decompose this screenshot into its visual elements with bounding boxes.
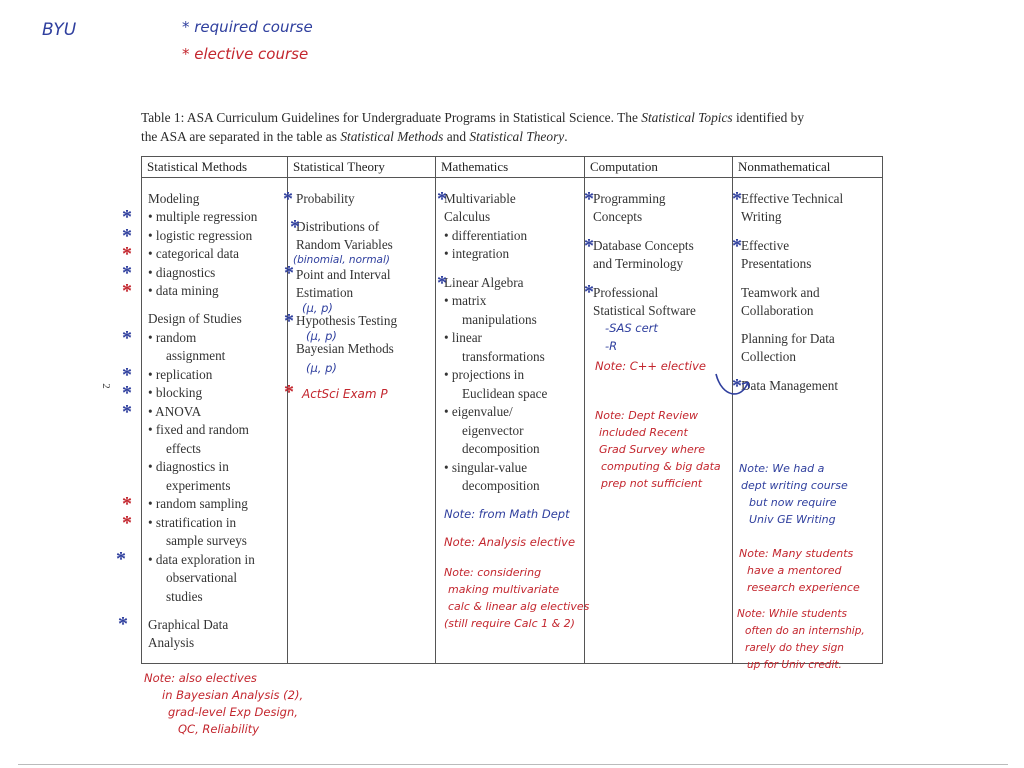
star-required-professional: * [584, 281, 594, 303]
nonmath-collaboration: Collaboration [741, 303, 814, 318]
nonmath-note-writing-4: Univ GE Writing [749, 513, 836, 526]
nonmath-note-intern-3: rarely do they sign [745, 642, 844, 654]
methods-cell [142, 178, 288, 664]
comp-concepts: Concepts [593, 209, 643, 224]
header-statistical-methods: Statistical Methods [142, 157, 288, 178]
math-projections: • projections in [444, 367, 525, 382]
star-required-data-mgmt: * [732, 375, 742, 397]
star-required-hypothesis: * [284, 310, 294, 332]
math-calculus: Calculus [444, 209, 491, 224]
nonmath-effective: Effective [741, 238, 790, 253]
computation-cell [585, 178, 733, 664]
math-manipulations: manipulations [462, 312, 537, 327]
nonmath-teamwork: Teamwork and [741, 285, 820, 300]
page-number: 2 [99, 383, 112, 389]
methods-random: • random [148, 330, 197, 345]
math-note-analysis: Note: Analysis elective [444, 535, 576, 549]
methods-anova: • ANOVA [148, 404, 202, 419]
star-required-random-assignment: * [122, 327, 132, 349]
math-linear: • linear [444, 330, 482, 345]
theory-cell [288, 178, 436, 664]
comp-note-review-5: prep not sufficient [601, 477, 703, 490]
nonmath-note-intern-1: Note: While students [737, 608, 848, 620]
methods-design-of-studies: Design of Studies [148, 311, 242, 326]
math-decomposition-2: decomposition [462, 478, 540, 493]
star-required-replication: * [122, 364, 132, 386]
methods-blocking: • blocking [148, 385, 203, 400]
comp-terminology: and Terminology [593, 256, 684, 271]
methods-sample-surveys: sample surveys [166, 533, 247, 548]
methods-categorical-data: • categorical data [148, 246, 240, 261]
legend-required: * required course [182, 18, 313, 36]
school-label: BYU [42, 20, 77, 40]
theory-mu-p-3: (μ, p) [306, 361, 337, 375]
star-required-blocking: * [122, 382, 132, 404]
methods-replication: • replication [148, 367, 213, 382]
nonmath-note-writing-1: Note: We had a [739, 462, 825, 475]
methods-graphical: Graphical Data [148, 617, 229, 632]
comp-sas: -SAS cert [605, 321, 658, 335]
nonmath-collection: Collection [741, 349, 796, 364]
comp-r: -R [605, 339, 618, 353]
nonmath-note-intern-4: up for Univ credit. [747, 659, 842, 671]
methods-multiple-regression: • multiple regression [148, 209, 258, 224]
star-required-data-exploration: * [116, 548, 126, 570]
methods-experiments: experiments [166, 478, 231, 493]
nonmath-presentations: Presentations [741, 256, 812, 271]
curriculum-table [141, 156, 883, 671]
methods-diagnostics-in: • diagnostics in [148, 459, 229, 474]
star-required-logistic-regression: * [122, 225, 132, 247]
star-required-graphical: * [118, 613, 128, 635]
star-elective-actsci: * [284, 381, 294, 403]
methods-observational: observational [166, 570, 238, 585]
star-required-linear-algebra: * [437, 272, 447, 294]
star-required-probability: * [283, 188, 293, 210]
comp-note-review-2: included Recent [599, 426, 688, 439]
math-differentiation: • differentiation [444, 228, 528, 243]
comp-database: Database Concepts [593, 238, 694, 253]
theory-mu-p-2: (μ, p) [306, 329, 337, 343]
star-elective-categorical-data: * [122, 243, 132, 265]
math-euclidean: Euclidean space [462, 386, 548, 401]
star-required-anova: * [122, 401, 132, 423]
star-elective-data-mining: * [122, 280, 132, 302]
comp-note-review-1: Note: Dept Review [595, 409, 699, 422]
theory-bayesian: Bayesian Methods [296, 341, 394, 356]
methods-diagnostics: • diagnostics [148, 265, 216, 280]
bottom-note-2: in Bayesian Analysis (2), [162, 688, 304, 702]
math-linear-algebra: Linear Algebra [444, 275, 524, 290]
comp-professional: Professional [593, 285, 659, 300]
star-required-point-interval: * [284, 262, 294, 284]
comp-note-cpp: Note: C++ elective [595, 359, 706, 373]
nonmath-writing: Writing [741, 209, 782, 224]
star-required-multivariable: * [437, 188, 447, 210]
math-cell [436, 178, 590, 664]
theory-mu-p-1: (μ, p) [302, 301, 333, 315]
comp-note-review-3: Grad Survey where [599, 443, 706, 456]
math-transformations: transformations [462, 349, 545, 364]
methods-random-sampling: • random sampling [148, 496, 248, 511]
math-integration: • integration [444, 246, 510, 261]
star-elective-stratification: * [122, 512, 132, 534]
theory-distributions: Distributions of [296, 219, 380, 234]
theory-point-interval: Point and Interval [296, 267, 391, 282]
math-note-consider-2: making multivariate [448, 583, 560, 596]
bottom-note-1: Note: also electives [144, 671, 257, 685]
star-required-effective-presentations: * [732, 235, 742, 257]
nonmath-note-mentored-3: research experience [747, 581, 860, 594]
comp-note-review-4: computing & big data [601, 460, 721, 473]
math-note-consider-3: calc & linear alg electives [448, 600, 590, 613]
table-caption: Table 1: ASA Curriculum Guidelines for Undergraduate Programs in Statistical Science. The Statistical Topics identified by the ASA are separated in the table as Statistical Methods and Statistical Theory. [141, 110, 805, 144]
theory-actsci: ActSci Exam P [302, 387, 388, 401]
nonmath-note-intern-2: often do an internship, [745, 625, 865, 637]
theory-probability: Probability [296, 191, 355, 206]
header-nonmathematical: Nonmathematical [733, 157, 883, 178]
star-elective-random-sampling: * [122, 493, 132, 515]
nonmath-note-writing-2: dept writing course [741, 479, 848, 492]
math-decomposition-1: decomposition [462, 441, 540, 456]
nonmath-note-writing-3: but now require [749, 496, 837, 509]
header-statistical-theory: Statistical Theory [288, 157, 436, 178]
theory-estimation: Estimation [296, 285, 354, 300]
star-required-effective-tech: * [732, 188, 742, 210]
math-eigenvalue: • eigenvalue/ [444, 404, 513, 419]
math-note-math-dept: Note: from Math Dept [444, 507, 570, 521]
star-required-programming: * [584, 188, 594, 210]
methods-assignment: assignment [166, 348, 226, 363]
bottom-note-4: QC, Reliability [178, 722, 260, 736]
star-required-diagnostics: * [122, 262, 132, 284]
legend-elective: * elective course [182, 45, 309, 63]
bottom-note-3: grad-level Exp Design, [168, 705, 298, 719]
math-singular: • singular-value [444, 460, 528, 475]
methods-stratification: • stratification in [148, 515, 237, 530]
comp-programming: Programming [593, 191, 666, 206]
theory-hypothesis: Hypothesis Testing [296, 313, 398, 328]
comp-software: Statistical Software [593, 303, 696, 318]
methods-logistic-regression: • logistic regression [148, 228, 253, 243]
nonmath-note-mentored-1: Note: Many students [739, 547, 854, 560]
page-edge-line [18, 764, 1008, 765]
methods-effects: effects [166, 441, 201, 456]
math-note-consider-4: (still require Calc 1 & 2) [444, 617, 575, 630]
nonmath-data-mgmt: Data Management [741, 378, 839, 393]
star-required-multiple-regression: * [122, 206, 132, 228]
methods-fixed-random: • fixed and random [148, 422, 249, 437]
math-multivariable: Multivariable [444, 191, 516, 206]
math-note-consider-1: Note: considering [444, 566, 542, 579]
math-matrix: • matrix [444, 293, 487, 308]
methods-data-exploration: • data exploration in [148, 552, 255, 567]
methods-modeling: Modeling [148, 191, 200, 206]
nonmath-cell [733, 178, 883, 671]
methods-studies: studies [166, 589, 203, 604]
theory-binomial-note: (binomial, normal) [293, 254, 391, 266]
nonmath-effective-tech: Effective Technical [741, 191, 844, 206]
star-required-distributions: * [290, 216, 300, 238]
star-required-database: * [584, 235, 594, 257]
math-eigenvector: eigenvector [462, 423, 524, 438]
nonmath-note-mentored-2: have a mentored [747, 564, 842, 577]
nonmath-planning: Planning for Data [741, 331, 835, 346]
header-mathematics: Mathematics [436, 157, 585, 178]
methods-data-mining: • data mining [148, 283, 219, 298]
methods-analysis: Analysis [148, 635, 195, 650]
header-computation: Computation [585, 157, 733, 178]
theory-random-variables: Random Variables [296, 237, 393, 252]
